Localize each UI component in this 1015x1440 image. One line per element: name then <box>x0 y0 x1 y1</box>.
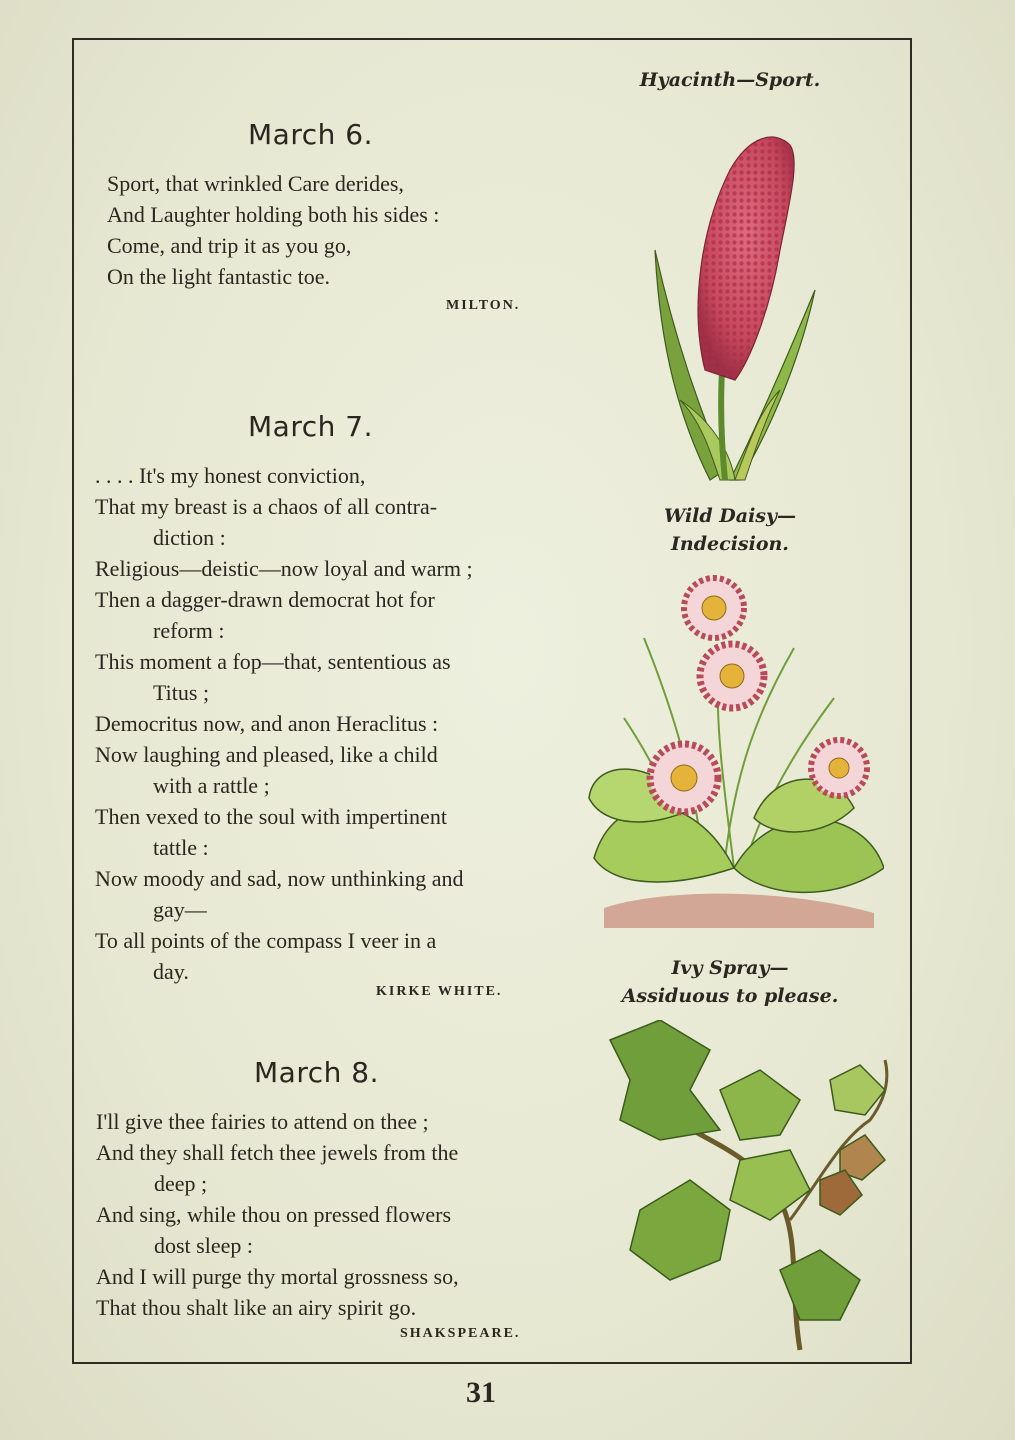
author-kirke-white: KIRKE WHITE. <box>376 984 503 999</box>
poem-line: Then vexed to the soul with impertinent <box>95 804 447 829</box>
date-heading-march-6: March 6. <box>248 118 373 151</box>
poem-line: That my breast is a chaos of all contra- <box>95 494 438 519</box>
poem-line: deep ; <box>154 1171 208 1196</box>
wild-daisy-illustration <box>584 568 884 938</box>
poem-line: To all points of the compass I veer in a <box>95 928 437 953</box>
poem-line: Sport, that wrinkled Care derides, <box>107 171 404 196</box>
poem-line: And they shall fetch thee jewels from the <box>96 1140 459 1165</box>
poem-line: And Laughter holding both his sides : <box>107 202 440 227</box>
poem-march-7 <box>95 460 473 987</box>
caption-daisy-line2: Indecision. <box>671 533 789 555</box>
poem-line: Now moody and sad, now unthinking and <box>95 866 464 891</box>
poem-line: Now laughing and pleased, like a child <box>95 742 438 767</box>
poem-march-6 <box>107 168 439 292</box>
poem-line: And I will purge thy mortal grossness so, <box>96 1264 459 1289</box>
poem-line: Come, and trip it as you go, <box>107 233 352 258</box>
poem-line: . . . . It's my honest conviction, <box>95 463 366 488</box>
author-milton: MILTON. <box>446 298 521 313</box>
poem-line: Then a dagger-drawn democrat hot for <box>95 587 435 612</box>
poem-line: Democritus now, and anon Heraclitus : <box>95 711 439 736</box>
date-heading-march-8: March 8. <box>254 1056 379 1089</box>
poem-line: Titus ; <box>153 680 210 705</box>
author-shakspeare: SHAKSPEARE. <box>400 1326 521 1341</box>
poem-line: gay— <box>153 897 207 922</box>
page-number: 31 <box>466 1376 496 1409</box>
poem-line: day. <box>153 959 189 984</box>
caption-ivy-line2: Assiduous to please. <box>621 985 839 1007</box>
poem-march-8 <box>96 1106 459 1323</box>
daisy-flowers <box>650 578 867 812</box>
caption-ivy-line1: Ivy Spray— <box>671 957 789 979</box>
ivy-spray-illustration <box>600 1020 900 1360</box>
hyacinth-illustration <box>640 120 830 490</box>
poem-line: I'll give thee fairies to attend on thee ; <box>96 1109 429 1134</box>
date-heading-march-7: March 7. <box>248 410 373 443</box>
caption-hyacinth: Hyacinth—Sport. <box>639 69 821 91</box>
caption-daisy-line1: Wild Daisy— <box>663 505 797 527</box>
poem-line: tattle : <box>153 835 209 860</box>
poem-line: reform : <box>153 618 225 643</box>
poem-line: dost sleep : <box>154 1233 253 1258</box>
poem-line: This moment a fop—that, sententious as <box>95 649 451 674</box>
poem-line: That thou shalt like an airy spirit go. <box>96 1295 417 1320</box>
poem-line: And sing, while thou on pressed flowers <box>96 1202 452 1227</box>
poem-line: with a rattle ; <box>153 773 270 798</box>
poem-line: diction : <box>153 525 226 550</box>
poem-line: Religious—deistic—now loyal and warm ; <box>95 556 473 581</box>
poem-line: On the light fantastic toe. <box>107 264 330 289</box>
